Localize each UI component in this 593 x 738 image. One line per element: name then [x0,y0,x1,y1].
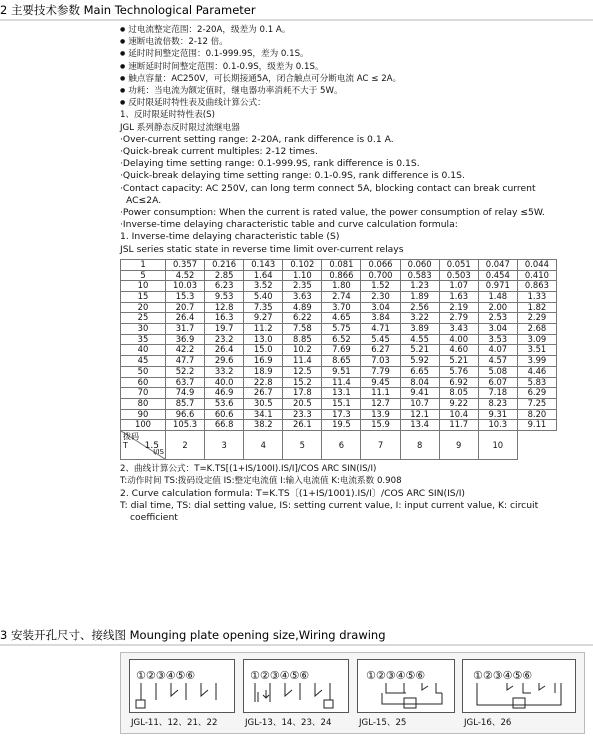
delay-time-cell: 5.92 [400,356,439,367]
delay-time-cell: 0.971 [478,281,517,292]
delay-time-cell: 3.53 [478,334,517,345]
delay-time-cell: 4.71 [361,324,400,335]
delay-time-cell: 0.216 [205,259,244,270]
delay-time-cell: 10.2 [283,345,322,356]
delay-time-cell: 0.066 [361,259,400,270]
ratio-value: 1.5 [144,441,159,452]
delay-time-cell: 63.7 [166,377,205,388]
delay-time-cell: 20.7 [166,302,205,313]
delay-time-cell: 8.04 [400,377,439,388]
delay-time-cell: 12.7 [361,399,400,410]
delay-time-cell: 3.99 [517,356,556,367]
delay-time-cell: 42.2 [166,345,205,356]
formula-block [120,463,582,524]
section-2-title: 2 主要技术参数 Main Technological Parameter [0,3,256,17]
delay-time-cell: 9.27 [244,313,283,324]
delay-time-cell: 3.04 [478,324,517,335]
delay-time-cell: 2.53 [478,313,517,324]
delay-time-cell: 19.5 [322,420,361,431]
delay-time-cell: 26.1 [283,420,322,431]
delay-time-cell: 7.25 [517,399,556,410]
cn-formula: 2、曲线计算公式：T=K.TS[(1+IS/100I).IS/I]/COS ARC SIN(IS/I) [120,464,377,475]
cn-series-name: JGL 系列静态反时限过流继电器 [120,122,240,133]
delay-time-cell: 0.454 [478,270,517,281]
table-row [121,313,557,324]
wiring-label: JGL-11、12、21、22 [131,718,218,728]
delay-time-cell: 5.75 [322,324,361,335]
delay-time-cell: 26.4 [166,313,205,324]
table-footer-row [121,431,557,460]
delay-time-cell: 3.09 [517,334,556,345]
terminal-row: ①②③④⑤⑥ [473,669,533,682]
delay-time-cell: 2.29 [517,313,556,324]
delay-time-cell: 6.22 [283,313,322,324]
wiring-label: JGL-15、25 [359,718,407,728]
ts-setting-cell: 15 [121,291,166,302]
delay-time-cell: 11.7 [439,420,478,431]
wiring-label: JGL-16、26 [464,718,512,728]
delay-time-cell: 3.52 [244,281,283,292]
wiring-panel-4 [462,659,576,713]
dial-header-cell [121,431,166,460]
ts-setting-cell: 100 [121,420,166,431]
delay-time-cell: 38.2 [244,420,283,431]
delay-time-cell: 3.84 [361,313,400,324]
delay-time-cell: 85.7 [166,399,205,410]
delay-time-cell: 0.866 [322,270,361,281]
delay-time-cell: 9.22 [439,399,478,410]
delay-time-cell: 13.1 [322,388,361,399]
section-2-heading [0,2,593,18]
section-3-heading [0,627,593,643]
delay-time-cell: 0.143 [244,259,283,270]
delay-time-cell: 6.92 [439,377,478,388]
en-table-caption: 1. Inverse-time delaying characteristic table (S) [120,231,340,243]
delay-time-cell: 3.22 [400,313,439,324]
ratio-cell: 10 [478,431,517,460]
delay-time-cell: 6.27 [361,345,400,356]
ts-setting-cell: 80 [121,399,166,410]
wiring-diagram-4 [463,660,575,712]
en-series-name: JSL series static state in reverse time limit over-current relays [120,243,404,255]
ts-setting-cell: 70 [121,388,166,399]
ts-setting-cell: 50 [121,366,166,377]
delay-time-cell: 2.30 [361,291,400,302]
section-divider [0,644,593,646]
delay-time-cell: 60.6 [205,409,244,420]
delay-time-cell: 23.2 [205,334,244,345]
wiring-drawing [120,652,585,734]
delay-time-cell: 5.21 [439,356,478,367]
section-3-title: 3 安装开孔尺寸、接线图 Mounging plate opening size,Wiring drawing [0,628,386,642]
delay-time-cell: 47.7 [166,356,205,367]
delay-time-cell: 30.5 [244,399,283,410]
ts-setting-cell: 35 [121,334,166,345]
ratio-label: I/IS [153,448,164,457]
delay-time-cell: 53.6 [205,399,244,410]
delay-time-cell: 13.0 [244,334,283,345]
delay-time-cell: 8.85 [283,334,322,345]
delay-time-cell: 11.2 [244,324,283,335]
delay-time-cell: 2.85 [205,270,244,281]
delay-time-cell: 7.58 [283,324,322,335]
delay-time-cell: 1.23 [400,281,439,292]
delay-time-cell: 4.55 [400,334,439,345]
delay-time-cell: 17.8 [283,388,322,399]
delay-time-cell: 8.20 [517,409,556,420]
delay-time-cell: 6.23 [205,281,244,292]
cn-spec-item: ● 功耗：当电流为额定值时，继电器功率消耗不大于 5W。 [120,85,582,97]
delay-time-cell: 5.40 [244,291,283,302]
table-row [121,334,557,345]
delay-time-cell: 3.04 [361,302,400,313]
ratio-cell: 8 [400,431,439,460]
delay-time-cell: 1.52 [361,281,400,292]
delay-time-cell: 11.4 [322,377,361,388]
delay-time-cell: 12.5 [283,366,322,377]
delay-time-cell: 0.047 [478,259,517,270]
delay-time-cell: 7.03 [361,356,400,367]
delay-time-cell: 4.57 [478,356,517,367]
delay-time-cell: 4.07 [478,345,517,356]
delay-time-cell: 6.65 [400,366,439,377]
delay-time-cell: 96.6 [166,409,205,420]
delay-time-cell: 36.9 [166,334,205,345]
delay-time-cell: 6.07 [478,377,517,388]
ts-setting-cell: 90 [121,409,166,420]
ts-setting-cell: 5 [121,270,166,281]
delay-time-cell: 0.410 [517,270,556,281]
delay-time-cell: 19.7 [205,324,244,335]
delay-time-cell: 9.31 [478,409,517,420]
ts-setting-cell: 10 [121,281,166,292]
delay-time-cell: 4.46 [517,366,556,377]
ratio-cell: 4 [244,431,283,460]
wiring-panel-2 [243,659,349,713]
delay-time-cell: 8.05 [439,388,478,399]
delay-time-cell: 9.53 [205,291,244,302]
ratio-cell: 3 [205,431,244,460]
en-spec-item: AC≤2A. [126,194,162,206]
delay-time-cell: 2.68 [517,324,556,335]
delay-time-cell: 10.03 [166,281,205,292]
delay-time-cell: 29.6 [205,356,244,367]
dial-t-label: T [123,441,128,451]
delay-time-cell: 4.60 [439,345,478,356]
delay-time-cell: 5.83 [517,377,556,388]
ts-setting-cell: 60 [121,377,166,388]
delay-time-cell: 3.89 [400,324,439,335]
delay-time-cell: 6.52 [322,334,361,345]
en-spec-list [120,134,582,256]
delay-time-cell: 9.45 [361,377,400,388]
delay-time-cell: 1.82 [517,302,556,313]
delay-time-cell: 12.1 [400,409,439,420]
cn-spec-item: ● 速断电流倍数：2-12 倍。 [120,36,582,48]
delay-time-cell: 31.7 [166,324,205,335]
delay-time-cell: 0.583 [400,270,439,281]
delay-time-cell: 5.08 [478,366,517,377]
table-row [121,388,557,399]
cn-formula-note: T:动作时间 TS:拨码设定值 IS:整定电流值 I:输入电流值 K:电流系数 0.908 [120,476,402,487]
wiring-diagram-1 [130,660,234,712]
wiring-panel-1 [129,659,235,713]
delay-time-cell: 16.9 [244,356,283,367]
delay-time-cell: 2.00 [478,302,517,313]
en-spec-item: ·Delaying time setting range: 0.1-999.9S, rank difference is 0.1S. [120,158,420,170]
delay-time-cell: 46.9 [205,388,244,399]
delay-time-cell: 15.3 [166,291,205,302]
delay-time-cell: 5.45 [361,334,400,345]
delay-time-cell: 23.3 [283,409,322,420]
delay-time-cell: 22.8 [244,377,283,388]
delay-time-cell: 26.4 [205,345,244,356]
cn-spec-item: ● 过电流整定范围：2-20A，级差为 0.1 A。 [120,24,582,36]
table-row [121,409,557,420]
ts-setting-cell: 20 [121,302,166,313]
delay-time-cell: 16.3 [205,313,244,324]
delay-time-cell: 66.8 [205,420,244,431]
delay-time-cell: 4.89 [283,302,322,313]
cn-spec-list [120,24,582,134]
delay-time-cell: 7.35 [244,302,283,313]
delay-time-cell: 2.79 [439,313,478,324]
delay-time-cell: 4.00 [439,334,478,345]
delay-time-cell: 0.863 [517,281,556,292]
delay-time-cell: 8.65 [322,356,361,367]
table-row [121,345,557,356]
delay-time-cell: 12.8 [205,302,244,313]
en-spec-item: ·Over-current setting range: 2-20A, rank difference is 0.1 A. [120,133,394,145]
table-row [121,270,557,281]
section-divider [0,19,593,21]
delay-time-cell: 7.79 [361,366,400,377]
ts-setting-cell: 45 [121,356,166,367]
inverse-time-table [120,259,557,460]
delay-time-cell: 1.80 [322,281,361,292]
wiring-label: JGL-13、14、23、24 [245,718,332,728]
ratio-cell: 9 [439,431,478,460]
en-formula: 2. Curve calculation formula: T=K.TS〔(1+IS/1001).IS/I〕/COS ARC SIN(IS/I) [120,487,466,499]
delay-time-cell: 1.07 [439,281,478,292]
delay-time-cell: 15.9 [361,420,400,431]
delay-time-cell: 15.0 [244,345,283,356]
delay-time-cell: 2.56 [400,302,439,313]
en-spec-item: ·Contact capacity: AC 250V, can long term connect 5A, blocking contact can break current [120,182,536,194]
en-formula-note-cont: coefficient [130,511,178,523]
ratio-cell: 5 [283,431,322,460]
delay-time-cell: 9.51 [322,366,361,377]
en-formula-note: T: dial time, TS: dial setting value, IS: setting current value, I: input current value, K: circuit [120,499,539,511]
ts-setting-cell: 30 [121,324,166,335]
table-row [121,377,557,388]
delay-time-cell: 34.1 [244,409,283,420]
terminal-row: ①②③④⑤⑥ [250,669,310,682]
delay-time-cell: 4.65 [322,313,361,324]
delay-time-cell: 13.4 [400,420,439,431]
delay-time-cell: 3.70 [322,302,361,313]
delay-time-cell: 2.19 [439,302,478,313]
delay-time-cell: 33.2 [205,366,244,377]
delay-time-cell: 3.63 [283,291,322,302]
delay-time-cell: 13.9 [361,409,400,420]
delay-time-cell: 0.503 [439,270,478,281]
delay-time-cell: 1.10 [283,270,322,281]
table-row [121,399,557,410]
ratio-cell: 2 [166,431,205,460]
table-row [121,366,557,377]
delay-time-cell: 5.76 [439,366,478,377]
delay-time-cell: 105.3 [166,420,205,431]
ratio-cell: 7 [361,431,400,460]
ts-setting-cell: 1 [121,259,166,270]
delay-time-cell: 0.102 [283,259,322,270]
delay-time-cell: 1.89 [400,291,439,302]
delay-time-cell: 0.081 [322,259,361,270]
delay-time-cell: 6.29 [517,388,556,399]
delay-time-cell: 20.5 [283,399,322,410]
ratio-cell: 6 [322,431,361,460]
delay-time-cell: 40.0 [205,377,244,388]
delay-time-cell: 9.11 [517,420,556,431]
delay-time-cell: 1.48 [478,291,517,302]
delay-time-cell: 9.41 [400,388,439,399]
delay-time-cell: 8.23 [478,399,517,410]
terminal-row: ①②③④⑤⑥ [366,669,426,682]
delay-time-cell: 11.4 [283,356,322,367]
delay-time-cell: 10.4 [439,409,478,420]
delay-time-cell: 74.9 [166,388,205,399]
ts-setting-cell: 25 [121,313,166,324]
table-row [121,302,557,313]
delay-time-cell: 17.3 [322,409,361,420]
wiring-diagram-2 [244,660,348,712]
en-spec-item: ·Quick-break delaying time setting range: 0.1-0.9S, rank difference is 0.1S. [120,170,465,182]
delay-time-cell: 0.060 [400,259,439,270]
en-spec-item: ·Quick-break current multiples: 2-12 times. [120,146,318,158]
delay-time-cell: 10.3 [478,420,517,431]
cn-spec-item: ● 触点容量：AC250V，可长期接通5A，闭合触点可分断电流 AC ≤ 2A。 [120,73,582,85]
table-row [121,291,557,302]
delay-time-cell: 1.63 [439,291,478,302]
cn-table-caption: 1、反时限延时特性表(S) [120,110,215,121]
delay-time-cell: 0.700 [361,270,400,281]
delay-time-cell: 18.9 [244,366,283,377]
delay-time-cell: 0.044 [517,259,556,270]
delay-time-cell: 3.51 [517,345,556,356]
delay-time-cell: 3.43 [439,324,478,335]
table-row [121,356,557,367]
delay-time-cell: 2.35 [283,281,322,292]
table-row [121,324,557,335]
delay-time-cell: 15.1 [322,399,361,410]
delay-time-cell: 1.64 [244,270,283,281]
en-spec-item: ·Inverse-time delaying characteristic table and curve calculation formula: [120,219,458,231]
terminal-row: ①②③④⑤⑥ [136,669,196,682]
delay-time-cell: 52.2 [166,366,205,377]
delay-time-cell: 5.21 [400,345,439,356]
cn-spec-item: ● 反时限延时特性表及曲线计算公式： [120,97,582,109]
cn-spec-item: ● 延时时间整定范围：0.1-999.9S，差为 0.1S。 [120,48,582,60]
delay-time-cell: 2.74 [322,291,361,302]
delay-time-cell: 7.69 [322,345,361,356]
table-row [121,259,557,270]
ts-setting-cell: 40 [121,345,166,356]
delay-time-cell: 11.1 [361,388,400,399]
wiring-diagram-3 [358,660,454,712]
dial-label: 拨码 [123,432,139,442]
delay-time-cell: 0.051 [439,259,478,270]
table-row [121,420,557,431]
delay-time-cell: 0.357 [166,259,205,270]
cn-spec-item: ● 速断延时时间整定范围：0.1-0.9S，级差为 0.1S。 [120,61,582,73]
en-spec-item: ·Power consumption: When the current is rated value, the power consumption of relay ≤5W. [120,207,545,219]
delay-time-cell: 26.7 [244,388,283,399]
delay-time-cell: 15.2 [283,377,322,388]
wiring-panel-3 [357,659,455,713]
spec-content [120,24,582,524]
delay-time-cell: 10.7 [400,399,439,410]
table-row [121,281,557,292]
delay-time-cell: 4.52 [166,270,205,281]
delay-time-cell: 7.18 [478,388,517,399]
delay-time-cell: 1.33 [517,291,556,302]
